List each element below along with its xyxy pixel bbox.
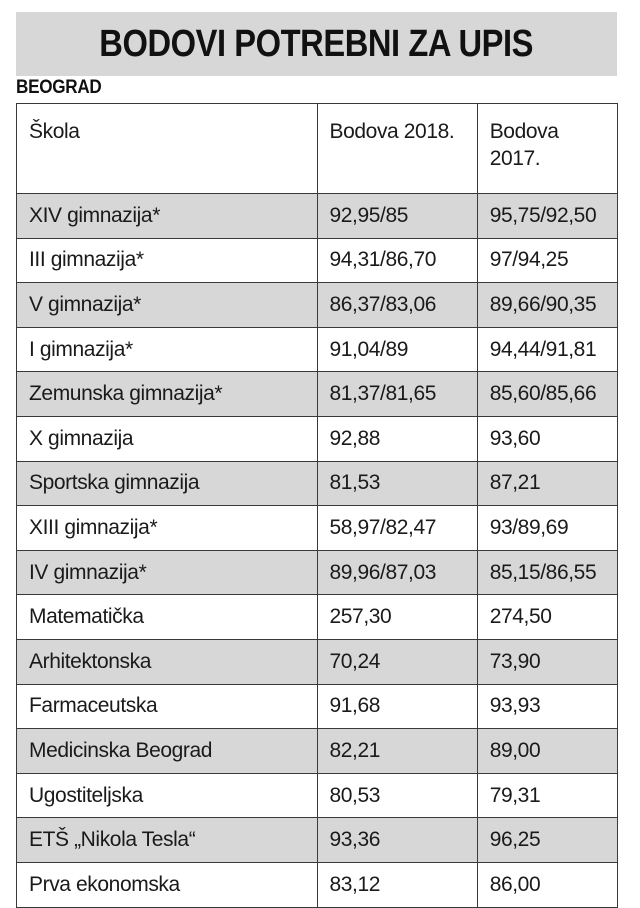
cell-score-2018: 81,53 xyxy=(317,461,477,506)
header-school: Škola xyxy=(17,104,318,194)
cell-score-2018: 89,96/87,03 xyxy=(317,550,477,595)
cell-school: I gimnazija* xyxy=(17,327,318,372)
cell-school: XIII gimnazija* xyxy=(17,506,318,551)
cell-school: X gimnazija xyxy=(17,416,318,461)
cell-score-2017: 79,31 xyxy=(477,773,617,818)
cell-score-2017: 87,21 xyxy=(477,461,617,506)
cell-school: Farmaceutska xyxy=(17,684,318,729)
cell-score-2017: 89,00 xyxy=(477,729,617,774)
cell-score-2017: 93,93 xyxy=(477,684,617,729)
cell-school: V gimnazija* xyxy=(17,283,318,328)
cell-score-2018: 257,30 xyxy=(317,595,477,640)
cell-score-2017: 73,90 xyxy=(477,639,617,684)
cell-score-2018: 86,37/83,06 xyxy=(317,283,477,328)
cell-score-2018: 92,95/85 xyxy=(317,194,477,239)
page-title: BODOVI POTREBNI ZA UPIS xyxy=(99,22,534,65)
cell-school: Medicinska Beograd xyxy=(17,729,318,774)
cell-score-2017: 93,60 xyxy=(477,416,617,461)
cell-school: Prva ekonomska xyxy=(17,862,318,907)
table-row xyxy=(17,639,618,684)
cell-school: IV gimnazija* xyxy=(17,550,318,595)
cell-score-2018: 82,21 xyxy=(317,729,477,774)
city-heading: BEOGRAD xyxy=(16,77,102,98)
table-header-row xyxy=(17,104,618,194)
cell-school: Arhitektonska xyxy=(17,639,318,684)
table-row xyxy=(17,238,618,283)
cell-score-2017: 95,75/92,50 xyxy=(477,194,617,239)
table-row xyxy=(17,550,618,595)
cell-score-2018: 91,68 xyxy=(317,684,477,729)
table-row xyxy=(17,461,618,506)
cell-score-2018: 91,04/89 xyxy=(317,327,477,372)
scores-table xyxy=(16,103,618,908)
cell-score-2017: 97/94,25 xyxy=(477,238,617,283)
cell-score-2018: 58,97/82,47 xyxy=(317,506,477,551)
cell-school: III gimnazija* xyxy=(17,238,318,283)
cell-score-2017: 93/89,69 xyxy=(477,506,617,551)
table-row xyxy=(17,416,618,461)
table-row xyxy=(17,194,618,239)
table-row xyxy=(17,684,618,729)
header-2017-label: Bodova 2017. xyxy=(489,120,559,170)
cell-school: Ugostiteljska xyxy=(17,773,318,818)
cell-score-2018: 81,37/81,65 xyxy=(317,372,477,417)
cell-score-2018: 80,53 xyxy=(317,773,477,818)
cell-school: Matematička xyxy=(17,595,318,640)
cell-score-2018: 70,24 xyxy=(317,639,477,684)
table-row xyxy=(17,862,618,907)
cell-score-2017: 89,66/90,35 xyxy=(477,283,617,328)
cell-score-2017: 86,00 xyxy=(477,862,617,907)
header-2018: Bodova 2018. xyxy=(317,104,477,194)
cell-score-2018: 92,88 xyxy=(317,416,477,461)
cell-school: ETŠ „Nikola Tesla“ xyxy=(17,818,318,863)
header-2017 xyxy=(477,104,617,194)
cell-score-2018: 94,31/86,70 xyxy=(317,238,477,283)
title-banner xyxy=(16,12,617,76)
table-row xyxy=(17,327,618,372)
table-row xyxy=(17,773,618,818)
cell-score-2018: 93,36 xyxy=(317,818,477,863)
table-row xyxy=(17,506,618,551)
table-row xyxy=(17,283,618,328)
table-row xyxy=(17,595,618,640)
cell-score-2017: 96,25 xyxy=(477,818,617,863)
cell-school: Zemunska gimnazija* xyxy=(17,372,318,417)
table-row xyxy=(17,818,618,863)
cell-score-2017: 274,50 xyxy=(477,595,617,640)
cell-school: Sportska gimnazija xyxy=(17,461,318,506)
table-row xyxy=(17,729,618,774)
cell-score-2018: 83,12 xyxy=(317,862,477,907)
cell-score-2017: 94,44/91,81 xyxy=(477,327,617,372)
cell-score-2017: 85,15/86,55 xyxy=(477,550,617,595)
cell-score-2017: 85,60/85,66 xyxy=(477,372,617,417)
cell-school: XIV gimnazija* xyxy=(17,194,318,239)
table-row xyxy=(17,372,618,417)
